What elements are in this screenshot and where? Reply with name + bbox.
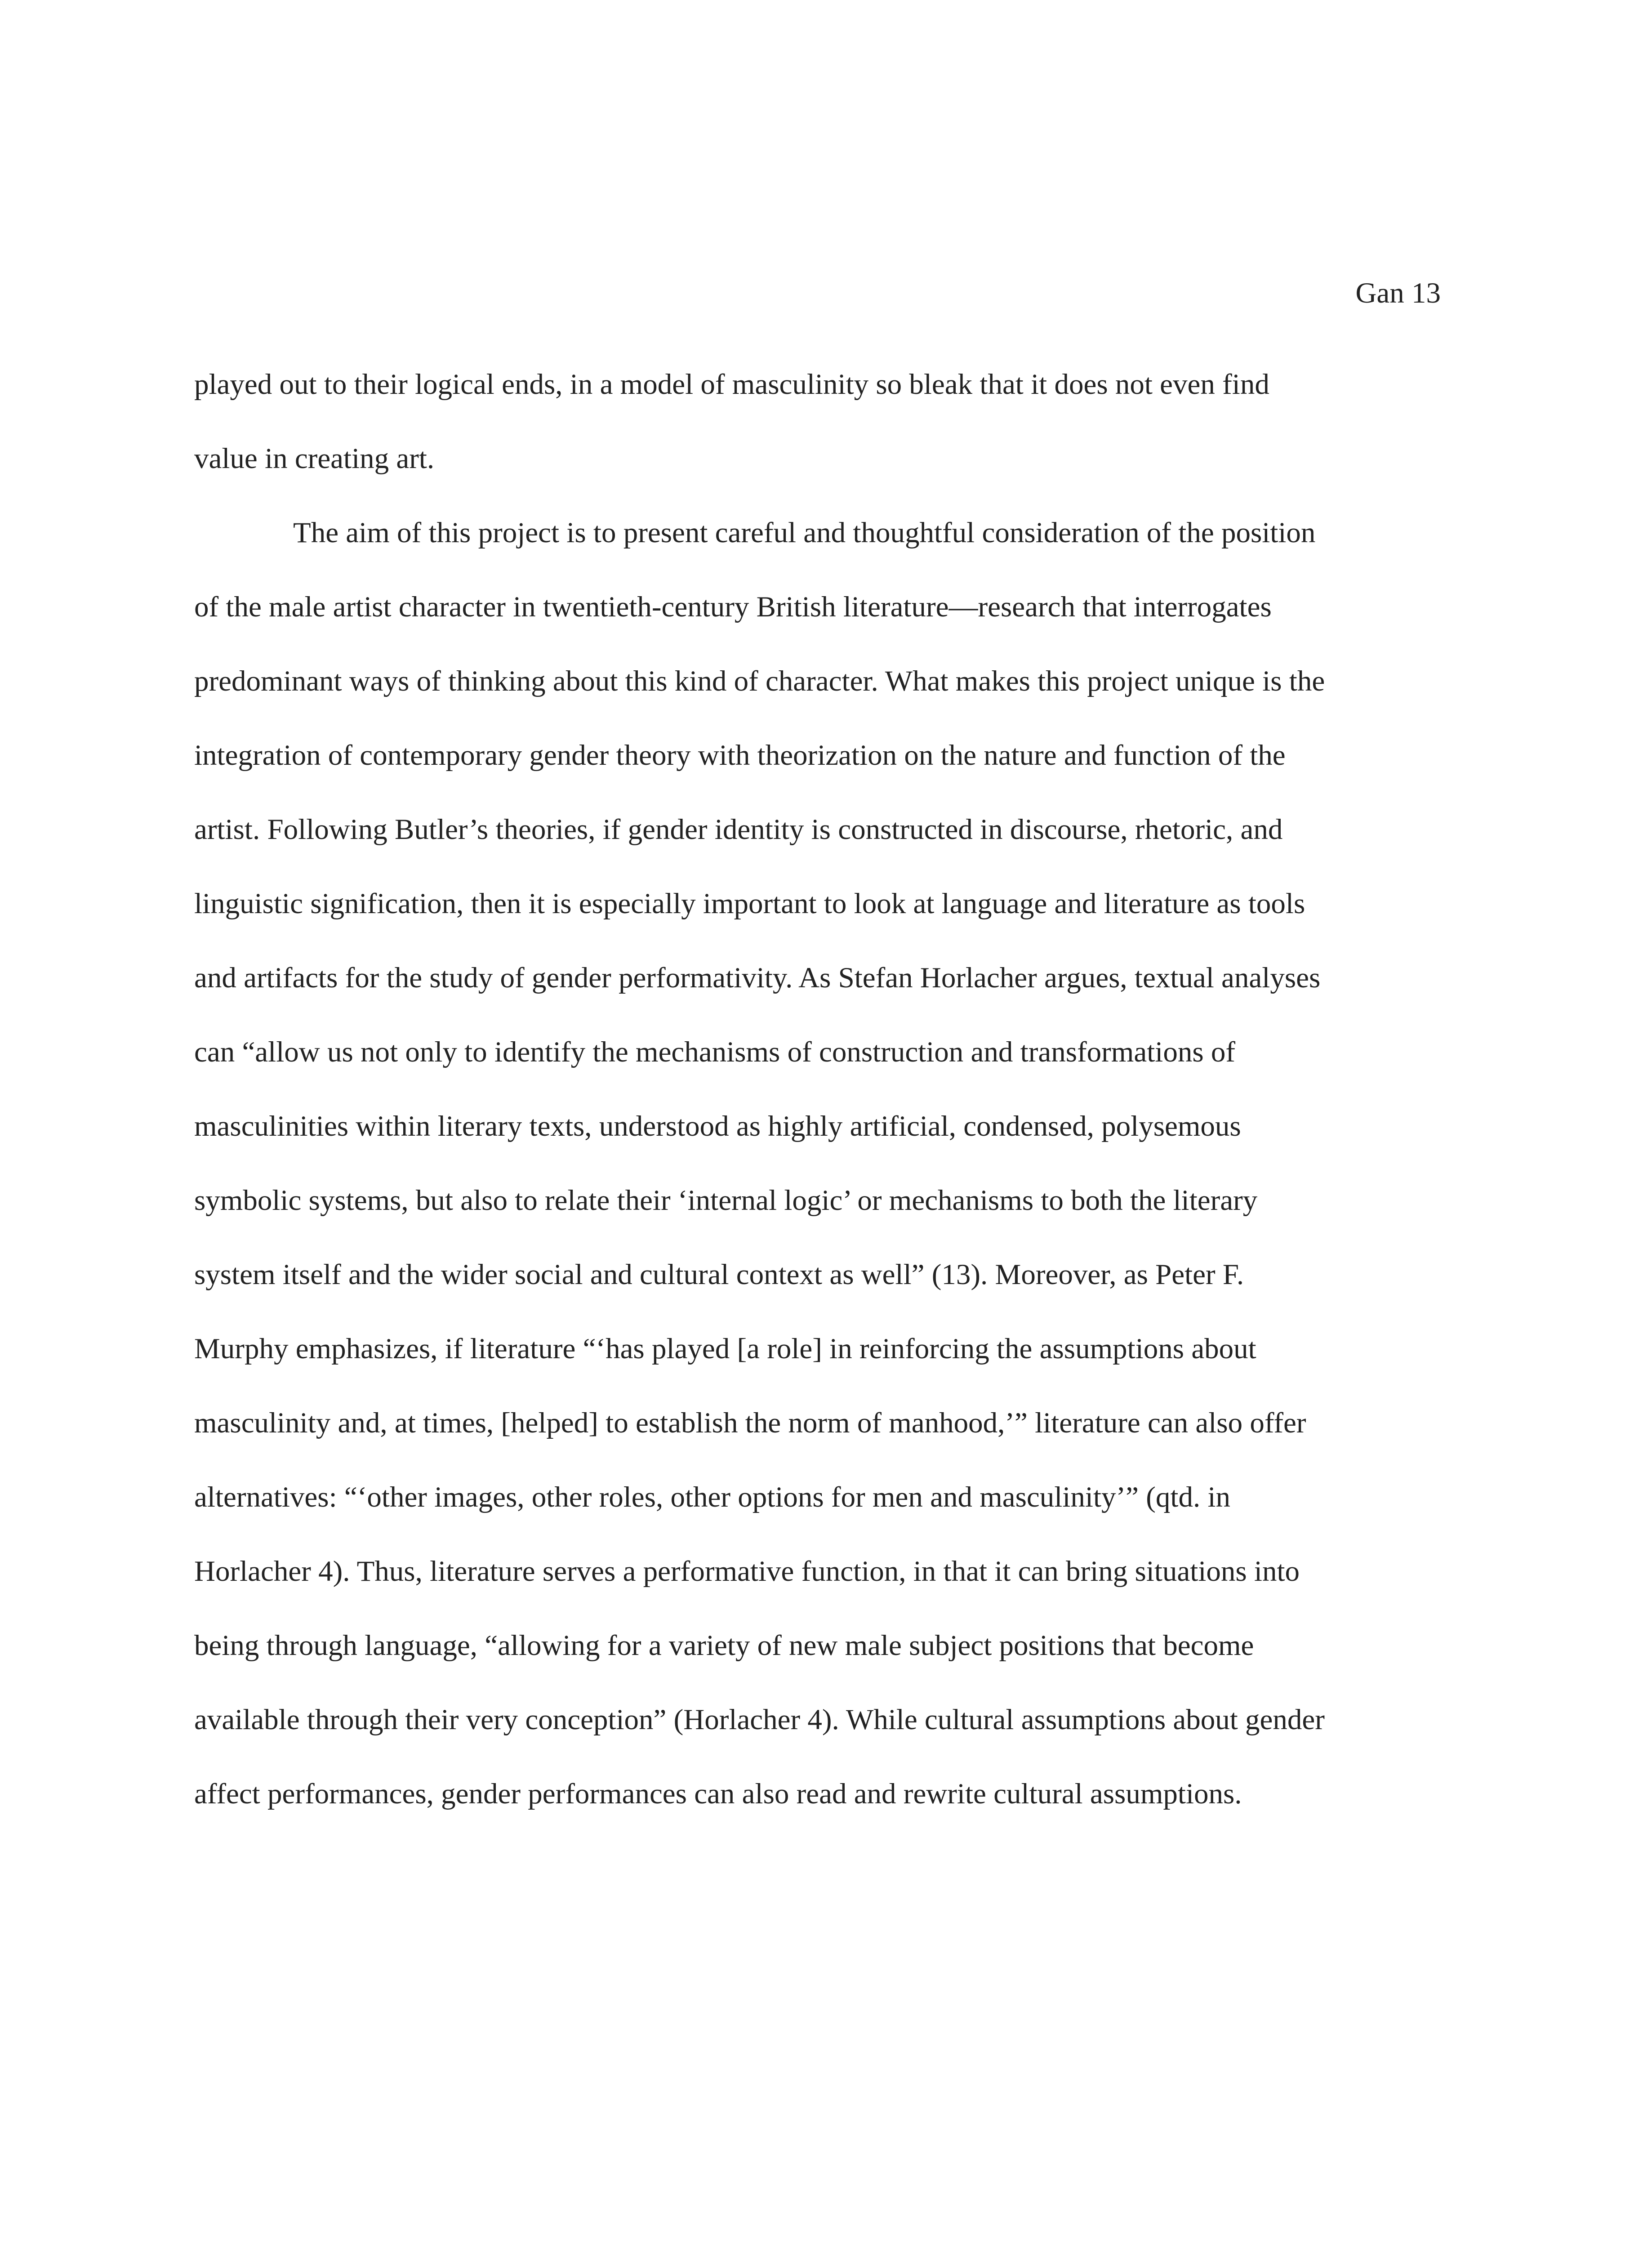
text-line: available through their very conception” (Horlacher 4). While cultural assumptions about gender <box>194 1704 1325 1736</box>
text-line: and artifacts for the study of gender performativity. As Stefan Horlacher argues, textual analyses <box>194 962 1321 994</box>
text-line: value in creating art. <box>194 442 435 475</box>
text-line: alternatives: “‘other images, other roles, other options for men and masculinity’” (qtd. in <box>194 1481 1231 1513</box>
text-line: predominant ways of thinking about this kind of character. What makes this project unique is the <box>194 665 1325 697</box>
body-text <box>194 366 1466 1850</box>
text-line: symbolic systems, but also to relate their ‘internal logic’ or mechanisms to both the literary <box>194 1184 1258 1217</box>
text-line: of the male artist character in twentieth-century British literature—research that interrogates <box>194 591 1272 623</box>
text-line: Horlacher 4). Thus, literature serves a performative function, in that it can bring situations into <box>194 1555 1300 1588</box>
page-header: Gan 13 <box>1355 277 1441 309</box>
text-line: masculinity and, at times, [helped] to establish the norm of manhood,’” literature can also offer <box>194 1407 1306 1439</box>
text-line: linguistic signification, then it is especially important to look at language and literature as tools <box>194 888 1305 920</box>
text-line: can “allow us not only to identify the mechanisms of construction and transformations of <box>194 1036 1236 1068</box>
text-line: affect performances, gender performances can also read and rewrite cultural assumptions. <box>194 1778 1242 1810</box>
paragraph-first-line: The aim of this project is to present careful and thoughtful consideration of the position <box>293 517 1316 549</box>
text-line: integration of contemporary gender theory with theorization on the nature and function of the <box>194 739 1286 772</box>
text-line: being through language, “allowing for a variety of new male subject positions that become <box>194 1629 1254 1662</box>
text-line: masculinities within literary texts, understood as highly artificial, condensed, polysemous <box>194 1110 1241 1142</box>
text-line: system itself and the wider social and cultural context as well” (13). Moreover, as Peter F. <box>194 1258 1244 1291</box>
text-line: artist. Following Butler’s theories, if gender identity is constructed in discourse, rhetoric, and <box>194 813 1283 846</box>
text-line: played out to their logical ends, in a model of masculinity so bleak that it does not even find <box>194 368 1269 401</box>
text-line: Murphy emphasizes, if literature “‘has played [a role] in reinforcing the assumptions about <box>194 1333 1256 1365</box>
